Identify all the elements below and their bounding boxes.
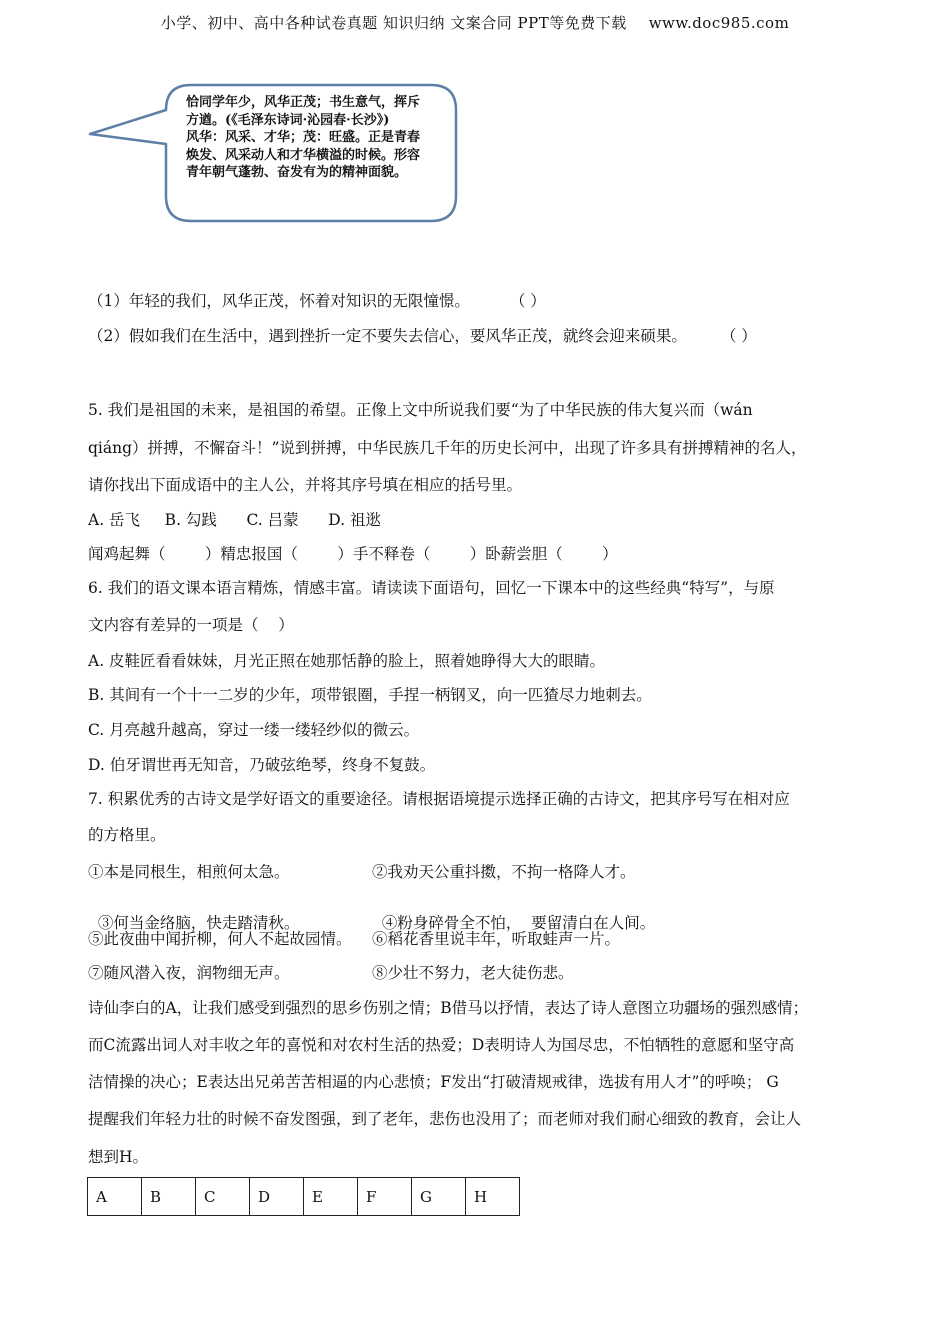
q7-line-1: 7. 积累优秀的古诗文是学好语文的重要途径。请根据语境提示选择正确的古诗文，把其序号写在相对应 bbox=[88, 790, 790, 808]
page-header bbox=[0, 12, 950, 33]
q4-sentence-2 bbox=[88, 324, 757, 346]
poem-item: ③何当金络脑，快走踏清秋。 bbox=[97, 914, 300, 932]
poem-item: ⑤此夜曲中闻折柳，何人不起故园情。 bbox=[88, 930, 352, 948]
q7-paragraph-line: 诗仙李白的A，让我们感受到强烈的思乡伤别之情；B借马以抒情，表达了诗人意图立功疆场的强烈感情； bbox=[88, 999, 809, 1017]
poem-item: ⑦随风潜入夜，润物细无声。 bbox=[88, 964, 290, 982]
q6-line-1: 6. 我们的语文课本语言精炼，情感丰富。请读读下面语句，回忆一下课本中的这些经典“特写”，与原 bbox=[88, 579, 775, 597]
bubble-line: 恰同学年少，风华正茂；书生意气，挥斥 bbox=[186, 95, 421, 110]
q7-paragraph-line: 洁情操的决心；E表达出兄弟苦苦相逼的内心悲愤；F发出“打破清规戒律，选拔有用人才”的呼唤； G bbox=[88, 1073, 779, 1091]
header-text: 小学、初中、高中各种试卷真题 知识归纳 文案合同 PPT等免费下载 bbox=[160, 14, 627, 32]
q5-line-1: 5. 我们是祖国的未来，是祖国的希望。正像上文中所说我们要“为了中华民族的伟大复兴而（wán bbox=[88, 401, 753, 419]
table-row bbox=[88, 1178, 520, 1216]
q7-paragraph-line: 而C流露出词人对丰收之年的喜悦和对农村生活的热爱；D表明诗人为国尽忠，不怕牺牲的意愿和坚守高 bbox=[88, 1036, 795, 1054]
q4-sentence-2-text: （2）假如我们在生活中，遇到挫折一定不要失去信心，要风华正茂，就终会迎来硕果。 bbox=[88, 327, 687, 345]
poem-item: ⑥稻花香里说丰年，听取蛙声一片。 bbox=[372, 930, 621, 948]
q6-line-2: 文内容有差异的一项是（ ） bbox=[88, 616, 294, 634]
poem-item: ⑧少壮不努力，老大徒伤悲。 bbox=[372, 964, 574, 982]
q6-option-b: B. 其间有一个十一二岁的少年，项带银圈，手捏一柄钢叉，向一匹猹尽力地刺去。 bbox=[88, 686, 652, 704]
poem-item: ①本是同根生，相煎何太急。 bbox=[88, 863, 290, 881]
q7-paragraph-line: 想到H。 bbox=[88, 1148, 149, 1166]
answer-cell-g[interactable]: G bbox=[412, 1178, 466, 1216]
answer-table bbox=[87, 1177, 520, 1216]
answer-cell-d[interactable]: D bbox=[250, 1178, 304, 1216]
q6-option-d: D. 伯牙谓世再无知音，乃破弦绝琴，终身不复鼓。 bbox=[88, 756, 436, 774]
q5-line-2: qiáng）拼搏，不懈奋斗！”说到拼搏，中华民族几千年的历史长河中，出现了许多具有拼搏精神的名人， bbox=[88, 439, 807, 457]
poem-item: ②我劝天公重抖擞，不拘一格降人才。 bbox=[372, 863, 636, 881]
q4-sentence-1-text: （1）年轻的我们，风华正茂，怀着对知识的无限憧憬。 bbox=[88, 292, 470, 310]
bubble-text bbox=[186, 94, 452, 182]
poem-row bbox=[88, 927, 620, 949]
header-url[interactable]: www.doc985.com bbox=[648, 14, 790, 32]
q7-line-2: 的方格里。 bbox=[88, 826, 166, 844]
q7-paragraph-line: 提醒我们年轻力壮的时候不奋发图强，到了老年，悲伤也没用了；而老师对我们耐心细致的教育，会让人 bbox=[88, 1110, 802, 1128]
q4-answer-2[interactable]: （ ） bbox=[720, 327, 757, 345]
answer-cell-e[interactable]: E bbox=[304, 1178, 358, 1216]
poem-item: ④粉身碎骨全不怕， 要留清白在人间。 bbox=[381, 914, 656, 932]
answer-cell-f[interactable]: F bbox=[358, 1178, 412, 1216]
poem-row bbox=[88, 961, 574, 983]
answer-cell-b[interactable]: B bbox=[142, 1178, 196, 1216]
answer-cell-h[interactable]: H bbox=[466, 1178, 520, 1216]
q6-option-a: A. 皮鞋匠看看妹妹，月光正照在她那恬静的脸上，照着她睁得大大的眼睛。 bbox=[88, 652, 606, 670]
answer-cell-a[interactable]: A bbox=[88, 1178, 142, 1216]
q5-blanks[interactable]: 闻鸡起舞（ ）精忠报国（ ）手不释卷（ ）卧薪尝胆（ ） bbox=[88, 545, 618, 563]
poem-row bbox=[88, 860, 636, 882]
bubble-line: 焕发、风采动人和才华横溢的时候。形容 bbox=[186, 147, 421, 163]
bubble-line: 方遒。(《毛泽东诗词·沁园春·长沙》) bbox=[186, 112, 390, 128]
q5-line-3: 请你找出下面成语中的主人公，并将其序号填在相应的括号里。 bbox=[88, 476, 523, 494]
q5-options: A. 岳飞 B. 勾践 C. 吕蒙 D. 祖逖 bbox=[88, 511, 381, 529]
q6-option-c: C. 月亮越升越高，穿过一缕一缕轻纱似的微云。 bbox=[88, 721, 420, 739]
answer-cell-c[interactable]: C bbox=[196, 1178, 250, 1216]
bubble-line: 青年朝气蓬勃、奋发有为的精神面貌。 bbox=[186, 165, 408, 181]
q4-answer-1[interactable]: （ ） bbox=[509, 292, 546, 310]
bubble-line: 风华：风采、才华；茂：旺盛。正是青春 bbox=[186, 130, 421, 146]
speech-bubble bbox=[87, 82, 459, 224]
q4-sentence-1 bbox=[88, 289, 546, 311]
